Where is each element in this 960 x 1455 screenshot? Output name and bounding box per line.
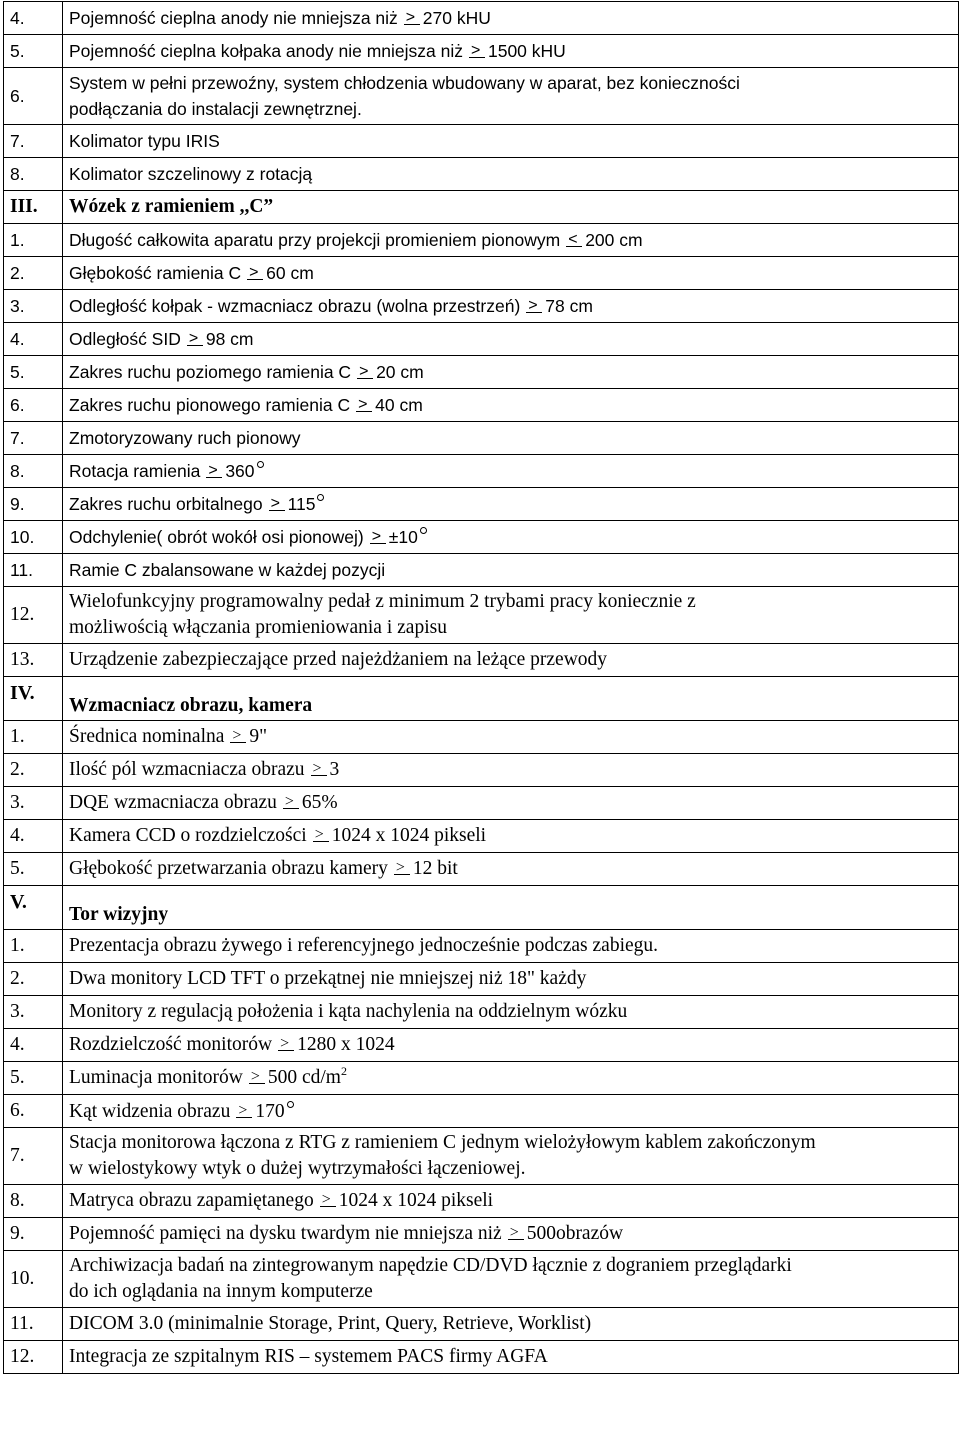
- table-row: [4, 996, 959, 1029]
- description-text: Dwa monitory LCD TFT o przekątnej nie mniejszej niż 18" każdy: [69, 968, 587, 989]
- degree-icon: [287, 1101, 294, 1108]
- greater-or-equal-icon: [508, 1226, 524, 1240]
- greater-or-equal-icon: [469, 44, 485, 58]
- table-row: [4, 521, 959, 554]
- section-title: [63, 886, 959, 930]
- section-header-row: [4, 886, 959, 930]
- row-number: 1.: [4, 721, 63, 754]
- greater-or-equal-icon: [206, 464, 222, 478]
- greater-or-equal-icon: [283, 795, 299, 809]
- greater-or-equal-icon: [526, 299, 542, 313]
- greater-or-equal-icon: [269, 497, 285, 511]
- description-line: [69, 592, 958, 612]
- description-text: Głębokość przetwarzania obrazu kamery: [69, 858, 388, 879]
- description-line: [69, 428, 958, 448]
- row-number: 2.: [4, 754, 63, 787]
- row-description: [63, 521, 959, 554]
- row-description: [63, 389, 959, 422]
- row-number: 1.: [4, 930, 63, 963]
- degree-icon: [420, 527, 427, 534]
- description-text: Rotacja ramienia: [69, 461, 201, 481]
- description-text: Odległość SID: [69, 329, 181, 349]
- description-text: Zmotoryzowany ruch pionowy: [69, 428, 301, 448]
- greater-or-equal-icon: [356, 398, 372, 412]
- parameter-value: 115: [287, 494, 316, 514]
- row-number: 10.: [4, 521, 63, 554]
- description-line-2: podłączania do instalacji zewnętrznej.: [69, 99, 362, 119]
- description-line: [69, 859, 958, 879]
- table-row: [4, 1128, 959, 1185]
- table-row: [4, 125, 959, 158]
- row-number: 8.: [4, 1185, 63, 1218]
- description-line: [69, 905, 958, 925]
- row-description: [63, 996, 959, 1029]
- row-description: [63, 356, 959, 389]
- description-text: Ilość pól wzmacniacza obrazu: [69, 759, 305, 780]
- description-line: [69, 650, 958, 670]
- row-number: V.: [4, 886, 63, 930]
- description-line: [69, 164, 958, 184]
- description-text: Archiwizacja badań na zintegrowanym napędzie CD/DVD łącznie z dograniem przeglądarki: [69, 1255, 792, 1276]
- row-description: [63, 853, 959, 886]
- greater-or-equal-icon: [187, 332, 203, 346]
- row-description: [63, 257, 959, 290]
- row-description: [63, 587, 959, 644]
- parameter-value: 78 cm: [545, 296, 593, 316]
- row-description: [63, 455, 959, 488]
- description-line: [69, 760, 958, 780]
- row-description: [63, 224, 959, 257]
- table-row: [4, 853, 959, 886]
- parameter-value: 60 cm: [266, 263, 314, 283]
- description-line: [69, 230, 958, 250]
- description-line-2: możliwością włączania promieniowania i zapisu: [69, 617, 447, 638]
- parameter-value: 1024 x 1024 pikseli: [331, 825, 487, 846]
- greater-or-equal-icon: [357, 365, 373, 379]
- description-text: Zakres ruchu poziomego ramienia C: [69, 362, 352, 382]
- greater-or-equal-icon: [394, 861, 410, 875]
- parameter-value: 9": [249, 726, 268, 747]
- row-description: [63, 1218, 959, 1251]
- description-line: [69, 826, 958, 846]
- section-title: [63, 677, 959, 721]
- row-number: 4.: [4, 1029, 63, 1062]
- row-description: [63, 721, 959, 754]
- parameter-value: 1500 kHU: [487, 41, 566, 61]
- row-description: [63, 1341, 959, 1374]
- row-number: 7.: [4, 125, 63, 158]
- description-line: [69, 969, 958, 989]
- row-number: 3.: [4, 290, 63, 323]
- table-row: [4, 422, 959, 455]
- table-row: [4, 1062, 959, 1095]
- description-text: System w pełni przewoźny, system chłodzenia wbudowany w aparat, bez konieczności: [69, 73, 740, 93]
- parameter-value: 40 cm: [375, 395, 423, 415]
- description-text: Zakres ruchu pionowego ramienia C: [69, 395, 351, 415]
- degree-icon: [317, 494, 324, 501]
- row-number: IV.: [4, 677, 63, 721]
- parameter-value: 500obrazów: [526, 1223, 624, 1244]
- description-line: [69, 1101, 958, 1122]
- description-text: Odchylenie( obrót wokół osi pionowej): [69, 527, 364, 547]
- description-text: Głębokość ramienia C: [69, 263, 242, 283]
- row-number: 3.: [4, 996, 63, 1029]
- greater-or-equal-icon: [313, 828, 329, 842]
- description-text: Pojemność cieplna anody nie mniejsza niż: [69, 8, 398, 28]
- table-row: [4, 963, 959, 996]
- row-description: [63, 125, 959, 158]
- parameter-value: 65%: [301, 792, 338, 813]
- row-number: 12.: [4, 1341, 63, 1374]
- row-number: 4.: [4, 820, 63, 853]
- description-text: Monitory z regulacją położenia i kąta nachylenia na oddzielnym wózku: [69, 1001, 628, 1022]
- row-number: 2.: [4, 963, 63, 996]
- parameter-value: 12 bit: [412, 858, 458, 879]
- row-number: 8.: [4, 158, 63, 191]
- description-text: Długość całkowita aparatu przy projekcji promieniem pionowym: [69, 230, 561, 250]
- description-line: [69, 296, 958, 316]
- row-number: 10.: [4, 1251, 63, 1308]
- description-line: [69, 1064, 958, 1088]
- description-text: Luminacja monitorów: [69, 1067, 243, 1088]
- description-text: Zakres ruchu orbitalnego: [69, 494, 263, 514]
- description-text: Wzmacniacz obrazu, kamera: [69, 695, 313, 716]
- row-number: 5.: [4, 356, 63, 389]
- table-row: [4, 820, 959, 853]
- table-row: [4, 1029, 959, 1062]
- description-text: Kolimator szczelinowy z rotacją: [69, 164, 313, 184]
- description-line: [69, 395, 958, 415]
- parameter-value: 98 cm: [205, 329, 254, 349]
- greater-or-equal-icon: [236, 1104, 252, 1118]
- table-row: [4, 721, 959, 754]
- description-line: [69, 1133, 958, 1153]
- description-line: [69, 1191, 958, 1211]
- row-description: [63, 2, 959, 35]
- description-text: Średnica nominalna: [69, 726, 225, 747]
- description-line: [69, 696, 958, 716]
- description-text: Wielofunkcyjny programowalny pedał z minimum 2 trybami pracy koniecznie z: [69, 591, 696, 612]
- row-number: 12.: [4, 587, 63, 644]
- table-row: [4, 323, 959, 356]
- row-number: 4.: [4, 2, 63, 35]
- table-row: [4, 2, 959, 35]
- description-line: [69, 1347, 958, 1367]
- description-line: [69, 329, 958, 349]
- description-text: Pojemność cieplna kołpaka anody nie mniejsza niż: [69, 41, 463, 61]
- greater-or-equal-icon: [247, 266, 263, 280]
- table-row: [4, 1251, 959, 1308]
- greater-or-equal-icon: [404, 11, 420, 25]
- description-line: [69, 8, 958, 28]
- table-row: [4, 587, 959, 644]
- row-number: III.: [4, 191, 63, 224]
- table-row: [4, 930, 959, 963]
- specification-table-body: [4, 2, 959, 1374]
- row-description: [63, 963, 959, 996]
- greater-or-equal-icon: [230, 729, 246, 743]
- row-description: [63, 323, 959, 356]
- description-line-2: w wielostykowy wtyk o dużej wytrzymałości łączeniowej.: [69, 1158, 526, 1179]
- row-number: 6.: [4, 1095, 63, 1128]
- row-description: [63, 1062, 959, 1095]
- row-number: 5.: [4, 1062, 63, 1095]
- description-text: Odległość kołpak - wzmacniacz obrazu (wolna przestrzeń): [69, 296, 521, 316]
- row-description: [63, 1308, 959, 1341]
- row-number: 1.: [4, 224, 63, 257]
- greater-or-equal-icon: [370, 530, 386, 544]
- description-line: [69, 1256, 958, 1276]
- row-description: [63, 754, 959, 787]
- table-row: [4, 644, 959, 677]
- description-text: DICOM 3.0 (minimalnie Storage, Print, Query, Retrieve, Worklist): [69, 1313, 592, 1334]
- row-description: [63, 290, 959, 323]
- parameter-value: ±10: [388, 527, 418, 547]
- table-row: [4, 191, 959, 224]
- row-number: 11.: [4, 1308, 63, 1341]
- description-line: [69, 494, 958, 514]
- description-line: [69, 41, 958, 61]
- description-text: Pojemność pamięci na dysku twardym nie mniejsza niż: [69, 1223, 502, 1244]
- description-text: Ramie C zbalansowane w każdej pozycji: [69, 560, 386, 580]
- description-line: [69, 263, 958, 283]
- description-text: Rozdzielczość monitorów: [69, 1034, 273, 1055]
- description-line: [69, 936, 958, 956]
- parameter-value: 1024 x 1024 pikseli: [338, 1190, 494, 1211]
- description-text: DQE wzmacniacza obrazu: [69, 792, 277, 813]
- description-text: Matryca obrazu zapamiętanego: [69, 1190, 314, 1211]
- table-row: [4, 787, 959, 820]
- description-line: [69, 197, 958, 217]
- parameter-value: 1280 x 1024: [297, 1034, 395, 1055]
- description-line: [69, 362, 958, 382]
- row-description: [63, 820, 959, 853]
- description-text: Tor wizyjny: [69, 904, 169, 925]
- description-text: Kamera CCD o rozdzielczości: [69, 825, 307, 846]
- table-row: [4, 224, 959, 257]
- description-text: Wózek z ramieniem ,,C”: [69, 196, 274, 217]
- greater-or-equal-icon: [278, 1037, 294, 1051]
- row-description: [63, 1029, 959, 1062]
- greater-or-equal-icon: [311, 762, 327, 776]
- table-row: [4, 1308, 959, 1341]
- table-row: [4, 455, 959, 488]
- table-row: [4, 389, 959, 422]
- description-text: Stacja monitorowa łączona z RTG z ramieniem C jednym wielożyłowym kablem zakończonym: [69, 1132, 816, 1153]
- description-line: [69, 73, 958, 93]
- section-header-row: [4, 677, 959, 721]
- less-or-equal-icon: [566, 233, 582, 247]
- description-text: Kolimator typu IRIS: [69, 131, 220, 151]
- description-text: Integracja ze szpitalnym RIS – systemem PACS firmy AGFA: [69, 1346, 548, 1367]
- description-line: [69, 131, 958, 151]
- description-line: [69, 1002, 958, 1022]
- specification-table: [3, 1, 959, 1374]
- row-description: [63, 1095, 959, 1128]
- table-row: [4, 1218, 959, 1251]
- description-line: [69, 793, 958, 813]
- table-row: [4, 257, 959, 290]
- row-number: 11.: [4, 554, 63, 587]
- description-text: Prezentacja obrazu żywego i referencyjnego jednocześnie podczas zabiegu.: [69, 935, 659, 956]
- row-number: 6.: [4, 68, 63, 125]
- row-number: 5.: [4, 35, 63, 68]
- table-row: [4, 488, 959, 521]
- description-line-2: do ich oglądania na innym komputerze: [69, 1281, 373, 1302]
- table-row: [4, 35, 959, 68]
- table-row: [4, 158, 959, 191]
- row-description: [63, 1185, 959, 1218]
- greater-or-equal-icon: [249, 1070, 265, 1084]
- row-number: 7.: [4, 1128, 63, 1185]
- table-row: [4, 754, 959, 787]
- row-description: [63, 930, 959, 963]
- row-number: 6.: [4, 389, 63, 422]
- description-line: [69, 527, 958, 547]
- row-description: [63, 554, 959, 587]
- description-text: Kąt widzenia obrazu: [69, 1100, 231, 1122]
- row-description: [63, 644, 959, 677]
- table-row: [4, 1095, 959, 1128]
- row-number: 7.: [4, 422, 63, 455]
- row-number: 9.: [4, 1218, 63, 1251]
- table-row: [4, 68, 959, 125]
- parameter-value: 500 cd/m: [267, 1067, 341, 1088]
- degree-icon: [257, 461, 264, 468]
- description-line: [69, 1314, 958, 1334]
- row-description: [63, 191, 959, 224]
- row-description: [63, 787, 959, 820]
- description-text: Urządzenie zabezpieczające przed najeżdżaniem na leżące przewody: [69, 649, 608, 670]
- row-number: 4.: [4, 323, 63, 356]
- table-row: [4, 1341, 959, 1374]
- row-number: 2.: [4, 257, 63, 290]
- table-row: [4, 554, 959, 587]
- row-number: 3.: [4, 787, 63, 820]
- description-line: [69, 1035, 958, 1055]
- parameter-value: 20 cm: [376, 362, 424, 382]
- table-row: [4, 356, 959, 389]
- row-description: [63, 68, 959, 125]
- parameter-value: 360: [225, 461, 255, 481]
- row-number: 5.: [4, 853, 63, 886]
- description-line: [69, 560, 958, 580]
- row-description: [63, 35, 959, 68]
- parameter-value: 270 kHU: [422, 8, 491, 28]
- row-description: [63, 1128, 959, 1185]
- row-description: [63, 1251, 959, 1308]
- greater-or-equal-icon: [320, 1193, 336, 1207]
- unit-superscript: 2: [340, 1064, 347, 1078]
- row-description: [63, 422, 959, 455]
- parameter-value: 200 cm: [585, 230, 643, 250]
- row-number: 9.: [4, 488, 63, 521]
- description-line: [69, 1224, 958, 1244]
- row-number: 8.: [4, 455, 63, 488]
- row-description: [63, 488, 959, 521]
- description-line: [69, 727, 958, 747]
- description-line: [69, 461, 958, 481]
- row-number: 13.: [4, 644, 63, 677]
- table-row: [4, 290, 959, 323]
- parameter-value: 3: [329, 759, 340, 780]
- table-row: [4, 1185, 959, 1218]
- parameter-value: 170: [255, 1100, 285, 1122]
- row-description: [63, 158, 959, 191]
